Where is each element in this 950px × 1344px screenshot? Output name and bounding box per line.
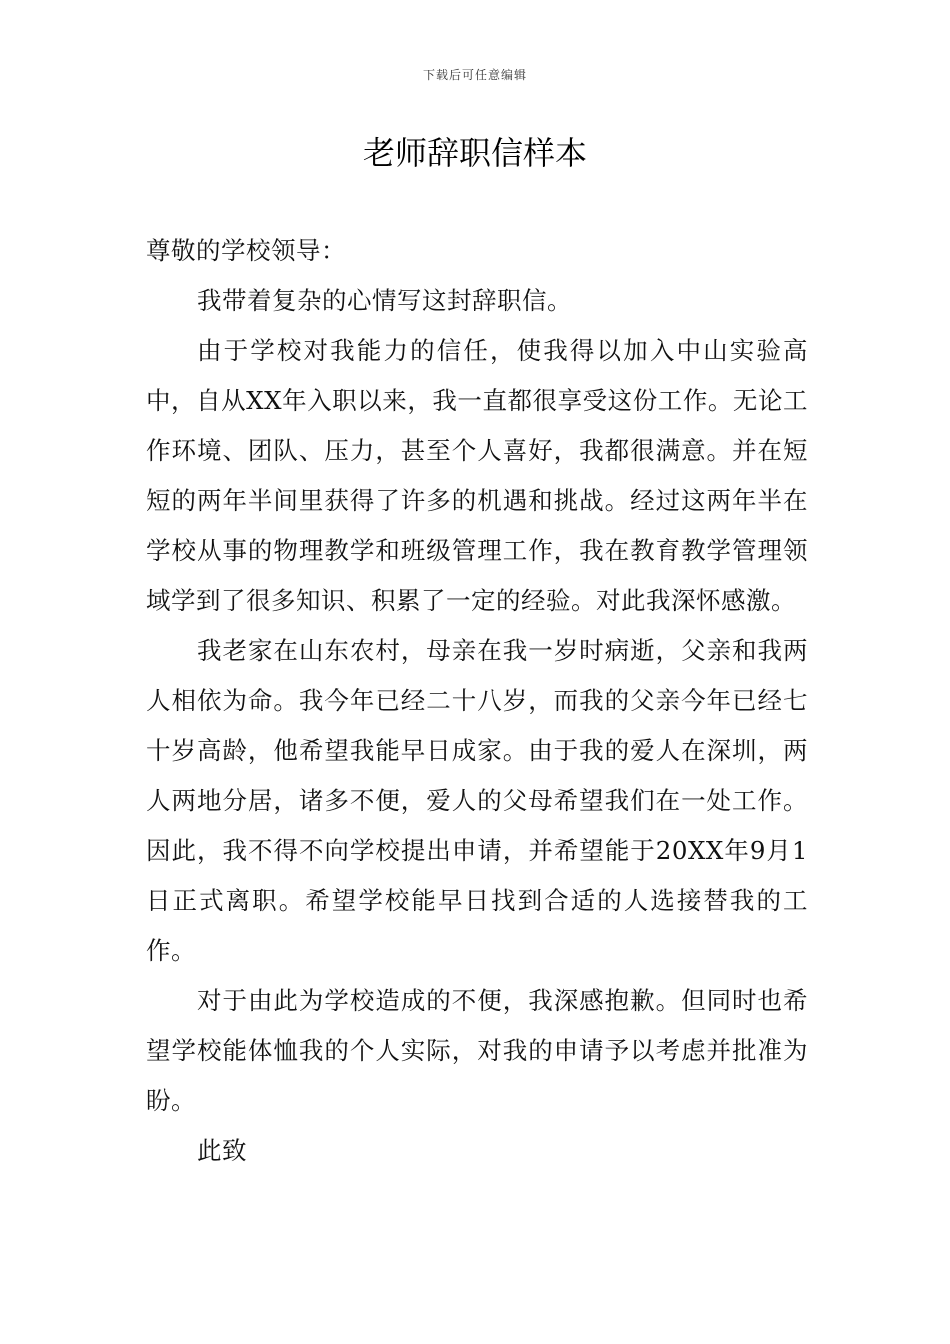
paragraph-opening: 我带着复杂的心情写这封辞职信。: [197, 286, 572, 315]
document-title: 老师辞职信样本: [362, 134, 587, 172]
header-note: 下载后可任意编辑: [422, 68, 527, 82]
paragraph-apology: 对于由此为学校造成的不便，我深感抱歉。但同时也希望学校能体恤我的个人实际，对我的申请予以考虑并批准为盼。: [146, 986, 808, 1115]
paragraph-gratitude: 由于学校对我能力的信任，使我得以加入中山实验高中，自从XX年入职以来，我一直都很享受这份工作。无论工作环境、团队、压力，甚至个人喜好，我都很满意。并在短短的两年半间里获得了许多的机遇和挑战。经过这两年半在学校从事的物理教学和班级管理工作，我在教育教学管理领域学到了很多知识、积累了一定的经验。对此我深怀感激。: [146, 336, 808, 615]
letter-body: [146, 226, 808, 1176]
closing: 此致: [197, 1136, 247, 1165]
salutation: 尊敬的学校领导：: [146, 236, 346, 265]
paragraph-reason: 我老家在山东农村，母亲在我一岁时病逝，父亲和我两人相依为命。我今年已经二十八岁，而我的父亲今年已经七十岁高龄，他希望我能早日成家。由于我的爱人在深圳，两人两地分居，诸多不便，爱人的父母希望我们在一处工作。因此，我不得不向学校提出申请，并希望能于20XX年9月1日正式离职。希望学校能早日找到合适的人选接替我的工作。: [146, 636, 808, 965]
